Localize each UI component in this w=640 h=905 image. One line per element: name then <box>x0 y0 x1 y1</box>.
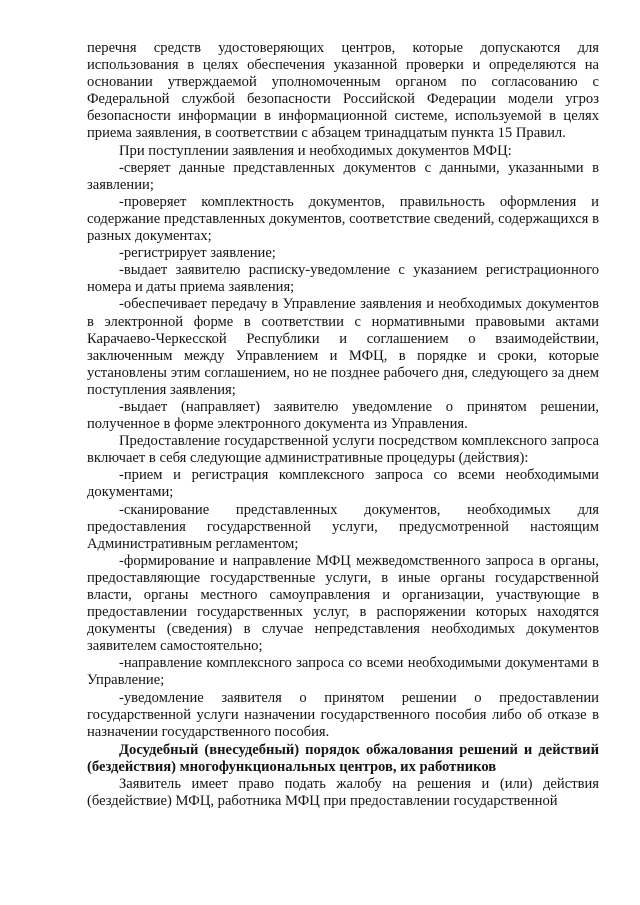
list-item-transfer: -обеспечивает передачу в Управление заявления и необходимых документов в электронной форме в соответствии с нормативными правовыми актами Карачаево-Черкесской Республики и соглашением о взаимодействии, заключенным между Управлением и МФЦ, в порядке и сроки, которые установлены этим соглашением, но не позднее рабочего дня, следующего за днем поступления заявления; <box>87 296 599 398</box>
paragraph-mfc-intro: При поступлении заявления и необходимых документов МФЦ: <box>119 142 512 159</box>
list-item-send: -направление комплексного запроса со всеми необходимыми документами в Управление; <box>87 655 599 689</box>
list-item-interagency: -формирование и направление МФЦ межведомственного запроса в органы, предоставляющие государственные услуги, в иные органы государственной власти, органы местного самоуправления и организации, участвующие в предоставлении государственных услуг, в распоряжении которых находятся документы (сведения) в случае непредставления необходимых документов заявителем самостоятельно; <box>87 552 599 655</box>
paragraph-complex-request: Предоставление государственной услуги посредством комплексного запроса включает в себя следующие административные процедуры (действия): <box>87 433 599 467</box>
paragraph-complaint: Заявитель имеет право подать жалобу на решения и (или) действия (бездействие) МФЦ, работника МФЦ при предоставлении государственной <box>87 776 599 810</box>
list-item-reception: -прием и регистрация комплексного запроса со всеми необходимыми документами; <box>87 467 599 501</box>
paragraph-continuation: перечня средств удостоверяющих центров, которые допускаются для использования в целях обеспечения указанной проверки и определяются на основании утверждаемой уполномоченным органом по согласованию с Федеральной службой безопасности Российской Федерации модели угроз безопасности информации в информационной системе, используемой в целях приема заявления, в соответствии с абзацем тринадцатым пункта 15 Правил. <box>87 40 599 142</box>
list-item-notify: -выдает (направляет) заявителю уведомление о принятом решении, полученное в форме электронного документа из Управления. <box>87 398 599 433</box>
list-item-check: -проверяет комплектность документов, правильность оформления и содержание представленных документов, соответствие сведений, содержащихся в разных документах; <box>87 193 599 245</box>
section-heading: Досудебный (внесудебный) порядок обжалования решений и действий (бездействия) многофункциональных центров, их работников <box>87 741 599 775</box>
document-page <box>87 40 599 810</box>
list-item-receipt: -выдает заявителю расписку-уведомление с указанием регистрационного номера и даты приема заявления; <box>87 262 599 296</box>
list-item-verify: -сверяет данные представленных документов с данными, указанными в заявлении; <box>87 159 599 193</box>
list-item-scanning: -сканирование представленных документов, необходимых для предоставления государственной услуги, предусмотренной настоящим Административным регламентом; <box>87 501 599 552</box>
list-item-register: -регистрирует заявление; <box>119 245 276 262</box>
list-item-decision-notice: -уведомление заявителя о принятом решении о предоставлении государственной услуги назначении государственного пособия либо об отказе в назначении государственного пособия. <box>87 689 599 740</box>
